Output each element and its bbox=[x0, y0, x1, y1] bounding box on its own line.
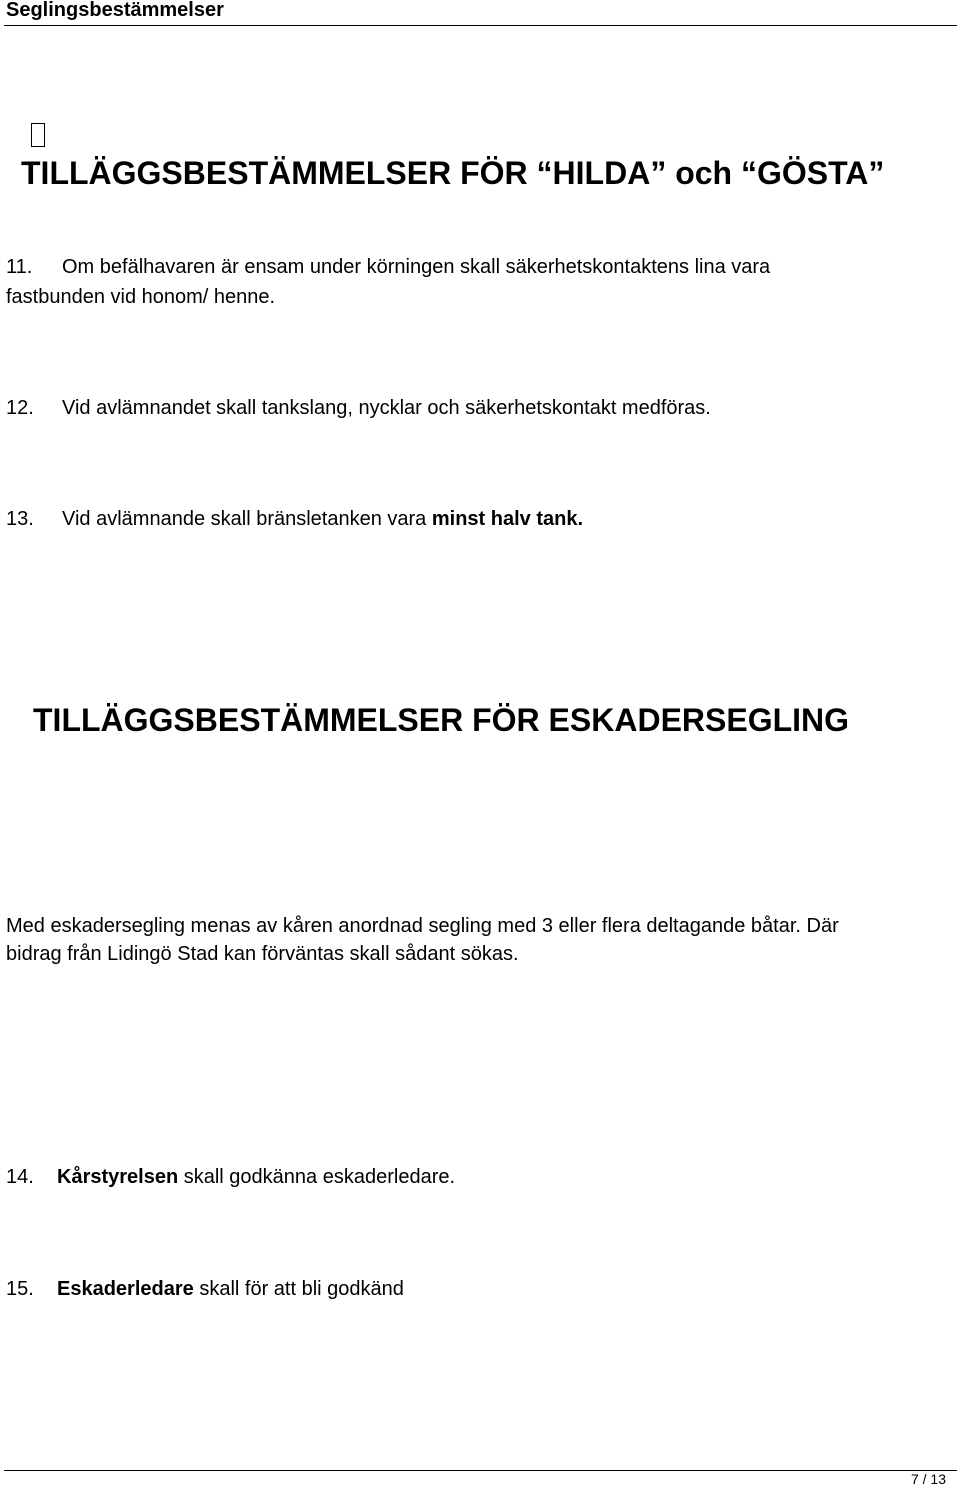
rule-number: 15. bbox=[6, 1278, 34, 1300]
rule-number: 12. bbox=[6, 397, 34, 419]
page-number: 7 / 13 bbox=[910, 1471, 946, 1487]
rule-item-15 bbox=[6, 1275, 404, 1303]
heading-name-hilda: HILDA bbox=[552, 155, 651, 191]
rule-number: 11. bbox=[6, 256, 33, 278]
heading-hilda-gosta bbox=[21, 153, 884, 193]
rule-text: skall godkänna eskaderledare. bbox=[178, 1166, 456, 1188]
heading-conjunction: och bbox=[666, 155, 741, 191]
rule-text-bold: Kårstyrelsen bbox=[57, 1166, 179, 1188]
missing-glyph-icon bbox=[31, 123, 45, 147]
rule-number: 13. bbox=[6, 508, 34, 530]
heading-eskadersegling: TILLÄGGSBESTÄMMELSER FÖR ESKADERSEGLING bbox=[33, 702, 850, 738]
quote-close-1: ” bbox=[650, 155, 667, 191]
quote-close-2: ” bbox=[868, 155, 885, 191]
rule-text-bold: minst halv tank. bbox=[431, 508, 584, 530]
rule-item-13 bbox=[6, 505, 583, 533]
document-header-title: Seglingsbestämmelser bbox=[6, 0, 224, 21]
rule-item-11-continuation bbox=[6, 283, 275, 311]
rule-text: Om befälhavaren är ensam under körningen skall säkerhetskontaktens lina vara bbox=[62, 256, 771, 278]
quote-open-2: “ bbox=[740, 155, 757, 191]
rule-item-11 bbox=[6, 253, 770, 281]
rule-item-14 bbox=[6, 1163, 455, 1191]
intro-paragraph-line-1: Med eskadersegling menas av kåren anordnad segling med 3 eller flera deltagande båtar. Där bbox=[6, 915, 839, 937]
rule-text: Vid avlämnandet skall tankslang, nycklar och säkerhetskontakt medföras. bbox=[62, 397, 711, 419]
rule-number: 14. bbox=[6, 1166, 34, 1188]
rule-item-12 bbox=[6, 394, 711, 422]
heading-text: TILLÄGGSBESTÄMMELSER FÖR bbox=[21, 155, 537, 191]
intro-paragraph-line-2: bidrag från Lidingö Stad kan förväntas skall sådant sökas. bbox=[6, 943, 519, 965]
quote-open-1: “ bbox=[536, 155, 553, 191]
rule-text: fastbunden vid honom/ henne. bbox=[6, 286, 276, 308]
rule-text: Vid avlämnande skall bränsletanken vara bbox=[62, 508, 432, 530]
footer-divider bbox=[4, 1470, 957, 1471]
header-divider bbox=[4, 25, 957, 26]
heading-name-gosta: GÖSTA bbox=[756, 155, 869, 191]
rule-text: skall för att bli godkänd bbox=[193, 1278, 404, 1300]
rule-text-bold: Eskaderledare bbox=[57, 1278, 194, 1300]
